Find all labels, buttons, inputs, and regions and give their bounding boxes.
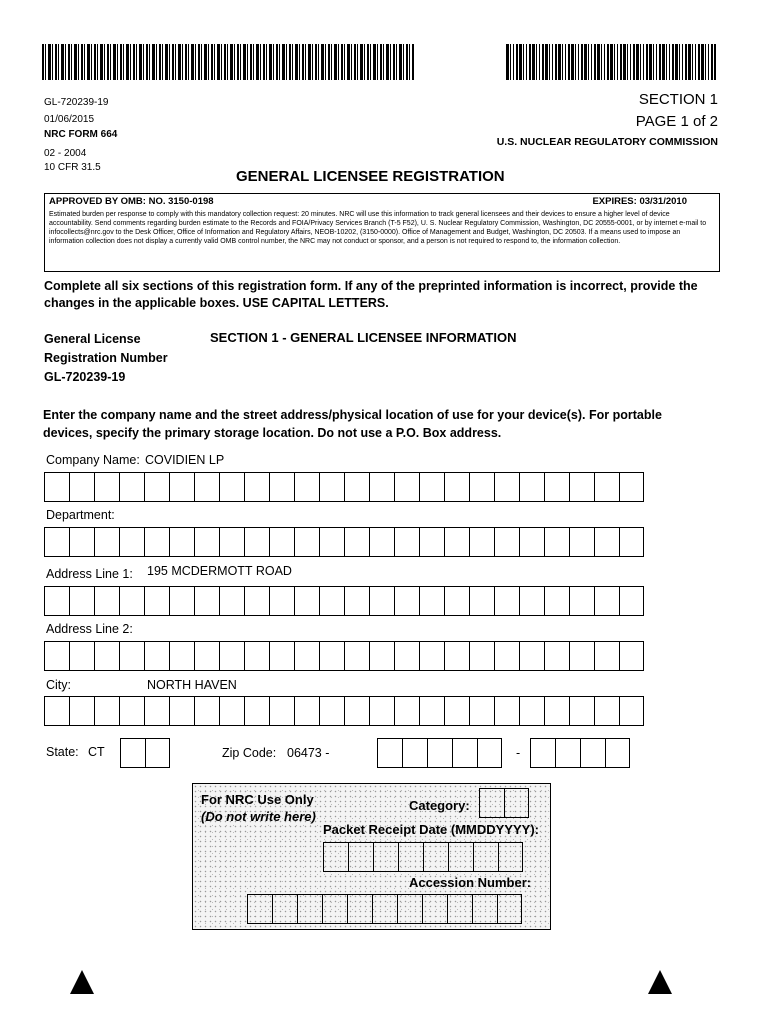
nrc-use-subtitle: (Do not write here) bbox=[201, 809, 316, 824]
form-date: 01/06/2015 bbox=[44, 114, 95, 125]
state-value: CT bbox=[88, 745, 105, 759]
form-number: NRC FORM 664 bbox=[44, 129, 118, 140]
company-label: Company Name: bbox=[46, 453, 140, 467]
zip-input[interactable] bbox=[377, 738, 502, 768]
city-value: NORTH HAVEN bbox=[147, 678, 237, 692]
address2-input[interactable] bbox=[44, 641, 644, 671]
omb-burden: Estimated burden per response to comply with this mandatory collection request: 20 minutes. NRC will use this information to track general licensees and their devices to ensure a higher level of device accountability. Send comments regarding burden estimate to the Records and FOIA/Privacy Services Branch (T-5 F52), U. S. Nuclear Regulatory Commission, Washington, DC 20555-0001, or by internet e-mail to infocollects@nrc.gov to the Desk Officer, Office of Information and Regulatory Affairs, NEOB-10202, (3150-0000). Office of Management and Budget, Washington, DC 20503. If a means used to impose an information collection does not display a currently valid OMB control number, the NRC may not conduct or sponsor, and a person is not required to respond to, the information collection. bbox=[49, 211, 707, 245]
barcode-right bbox=[506, 44, 716, 80]
cfr-reference: 10 CFR 31.5 bbox=[44, 162, 101, 173]
company-input[interactable] bbox=[44, 472, 644, 502]
registration-mark-left bbox=[70, 970, 94, 994]
agency-name: U.S. NUCLEAR REGULATORY COMMISSION bbox=[496, 136, 718, 148]
section-number: SECTION 1 bbox=[638, 91, 718, 108]
company-value: COVIDIEN LP bbox=[145, 453, 225, 467]
barcode-left bbox=[42, 44, 414, 80]
license-label-1: General License bbox=[44, 332, 141, 346]
category-input bbox=[479, 788, 529, 818]
nrc-use-box bbox=[192, 783, 551, 930]
page-number: PAGE 1 of 2 bbox=[635, 113, 718, 130]
packet-date-input bbox=[323, 842, 523, 872]
address1-value: 195 MCDERMOTT ROAD bbox=[147, 564, 292, 578]
form-revision: 02 - 2004 bbox=[44, 148, 87, 159]
packet-date-label: Packet Receipt Date (MMDDYYYY): bbox=[323, 822, 539, 837]
omb-approved: APPROVED BY OMB: NO. 3150-0198 bbox=[49, 196, 214, 207]
department-input[interactable] bbox=[44, 527, 644, 557]
department-label: Department: bbox=[46, 508, 115, 522]
omb-box bbox=[44, 193, 720, 272]
city-input[interactable] bbox=[44, 696, 644, 726]
license-block bbox=[44, 330, 168, 387]
zip4-input[interactable] bbox=[530, 738, 630, 768]
license-number: GL-720239-19 bbox=[44, 370, 126, 384]
form-title: GENERAL LICENSEE REGISTRATION bbox=[236, 168, 505, 185]
accession-input bbox=[247, 894, 522, 924]
category-label: Category: bbox=[409, 798, 470, 813]
instructions: Complete all six sections of this registration form. If any of the preprinted information is incorrect, provide the changes in the applicable boxes. USE CAPITAL LETTERS. bbox=[44, 279, 698, 310]
omb-expires: EXPIRES: 03/31/2010 bbox=[592, 196, 687, 207]
zip-value: 06473 - bbox=[287, 746, 330, 760]
address1-label: Address Line 1: bbox=[46, 567, 133, 581]
address-instructions: Enter the company name and the street address/physical location of use for your device(s). For portable devices, specify the primary storage location. Do not use a P.O. Box address. bbox=[43, 408, 662, 440]
gl-code: GL-720239-19 bbox=[44, 97, 109, 108]
registration-mark-right bbox=[648, 970, 672, 994]
state-input[interactable] bbox=[120, 738, 170, 768]
address1-input[interactable] bbox=[44, 586, 644, 616]
license-label-2: Registration Number bbox=[44, 351, 168, 365]
city-label: City: bbox=[46, 678, 71, 692]
zip-label: Zip Code: bbox=[222, 746, 277, 760]
zip-dash: - bbox=[516, 746, 521, 760]
address2-label: Address Line 2: bbox=[46, 622, 133, 636]
accession-label: Accession Number: bbox=[409, 875, 532, 890]
state-label: State: bbox=[46, 745, 79, 759]
section-title: SECTION 1 - GENERAL LICENSEE INFORMATION bbox=[210, 330, 517, 345]
nrc-use-title: For NRC Use Only bbox=[201, 792, 314, 807]
